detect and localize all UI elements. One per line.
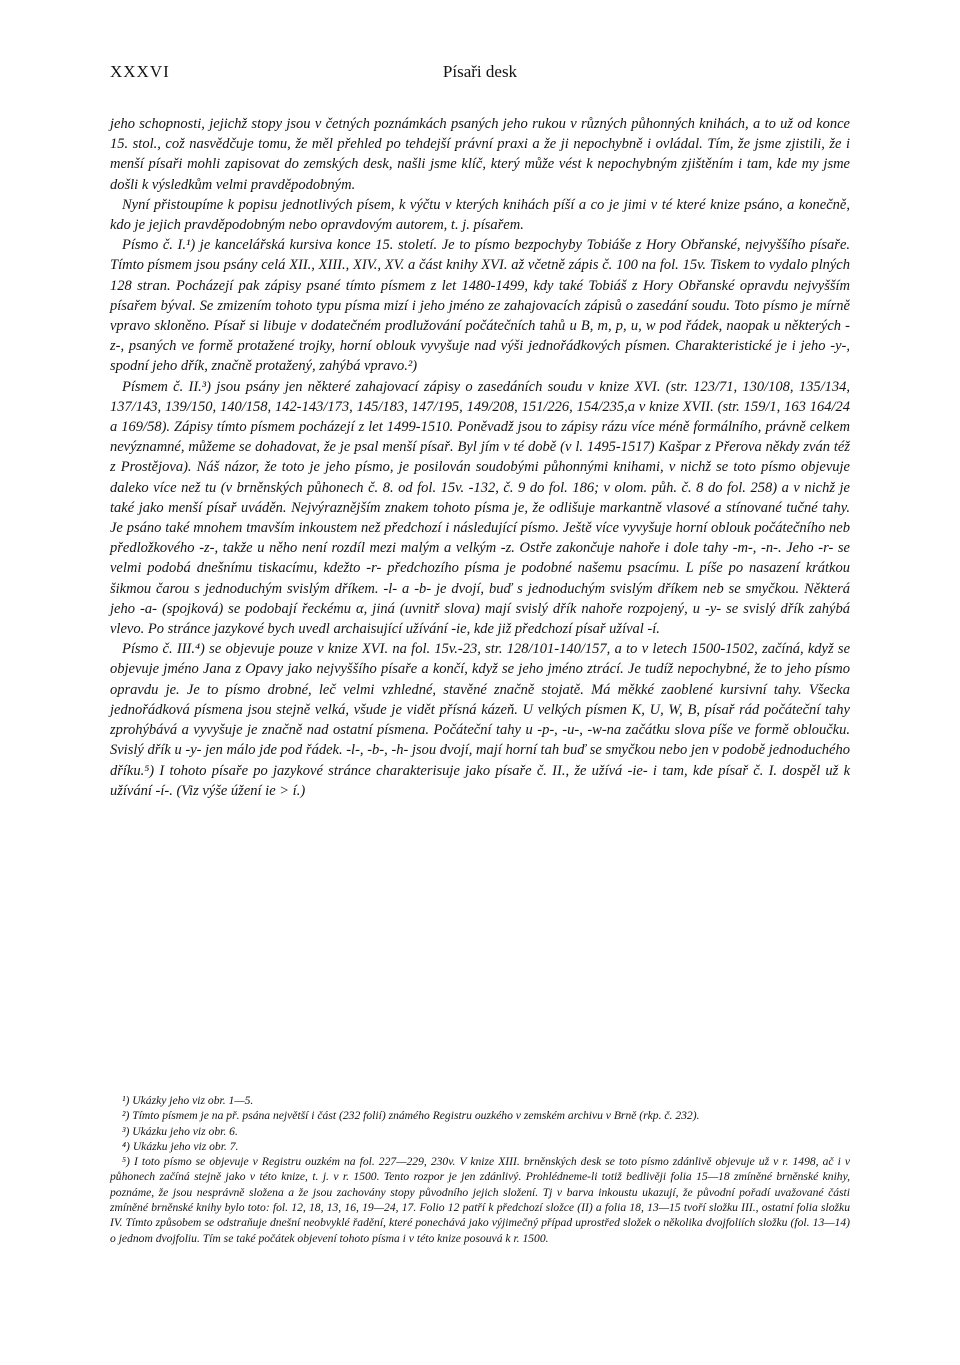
footnote bbox=[110, 1139, 850, 1154]
paragraph-continuation: jeho schopnosti, jejichž stopy jsou v četných poznámkách psaných jeho rukou v různých půhonných knihách, a to už od konce 15. stol., což nasvědčuje tomu, že měl přehled po tehdejší právní praxi a že ji nepochybně i ovládal. Tím, že jsme zjistili, že i menší písaři mohli zapisovat do zemských desk, našli jsme klíč, který může vést k nepochybným zjištěním i tam, kde my jsme došli k výsledkům velmi pravděpodobným. bbox=[110, 116, 850, 193]
footnote bbox=[110, 1108, 850, 1123]
footnote-mark: ¹) bbox=[122, 1094, 130, 1107]
footnote-mark: ⁴) bbox=[122, 1139, 130, 1153]
body-text bbox=[110, 114, 850, 801]
paragraph-script-1: Písmo č. I.¹) je kancelářská kursiva konce 15. století. Je to písmo bezpochyby Tobiáše z Hory Obřanské, nejvyššího písaře. Tímto písmem jsou psány celá XII., XIII., XIV., XV. a část knihy XVI. až včetně zápis č. 100 na fol. 15v. Tiskem to vydalo plných 128 stran. Pocházejí pak zápisy psané tímto písmem z let 1480-1499, kdy také Tobiáš z Hory Obřanské opravdu nejvyšším písařem býval. Se zmizením tohoto typu písma mizí i jeho jméno ze zahajovacích zápisů o zasedání soudu. Toto písmo je mírně vpravo skloněno. Písař si libuje v dodatečném prodlužování počátečních tahů u B, m, p, u, w pod řádek, naopak u některých -z-, psaných ve formě protažené trojky, horní oblouk vyvyšuje nad výši jednořádkových písmen. Charakteristické je i jeho -y-, spodní jeho dřík, značně protažený, zahýbá vpravo.²) bbox=[110, 237, 850, 375]
footnotes bbox=[110, 1093, 850, 1246]
page-header bbox=[110, 62, 850, 86]
footnote-text: Ukázku jeho viz obr. 7. bbox=[132, 1139, 239, 1153]
footnote-mark: ³) bbox=[122, 1124, 130, 1138]
footnote-mark: ⁵) bbox=[122, 1155, 130, 1169]
paragraph-intro: Nyní přistoupíme k popisu jednotlivých písem, k výčtu v kterých knihách píší a co je jimi v té které knize psáno, a konečně, kdo je jejich pravděpodobným nebo opravdovým autorem, t. j. písařem. bbox=[110, 196, 850, 234]
paragraph-script-3: Písmo č. III.⁴) se objevuje pouze v knize XVI. na fol. 15v.-23, str. 128/101-140/157, a to v letech 1500-1502, začíná, když se objevuje jméno Jana z Opavy jako nejvyššího písaře a končí, když se jeho jméno ztrácí. Je tudíž nepochybné, že to jeho písmo opravdu je. Je to písmo drobné, leč velmi vzhledné, stavěné značně stojatě. Má měkké zaoblené kursivní tahy. Všecka jednořádková písmena jsou stejně velká, všude je vidět přísná kázeň. U velkých písmen K, U, W, B, písař rád počáteční tahy zprohýbává a vyvyšuje je značně nad ostatní písmena. Počáteční tahy u -p-, -u-, -w-na začátku slova píše ve formě obloučku. Svislý dřík u -y- jen málo jde pod řádek. -l-, -b-, -h- jsou dvojí, mají horní tah buď se smyčkou nebo jen v podobě jednoduchého dříku.⁵) I tohoto písaře po jazykové stránce charakterisuje jako písaře č. II., že užívá -ie- i tam, kde písař č. I. dospěl už k užívání -í-. (Viz výše úžení ie > í.) bbox=[110, 641, 850, 799]
footnote-text: Tímto písmem je na př. psána největší i část (232 folií) známého Registru ouzkého v zemském archivu v Brně (rkp. č. 232). bbox=[132, 1109, 700, 1123]
footnote bbox=[110, 1093, 850, 1108]
footnote-mark: ²) bbox=[122, 1109, 130, 1123]
footnote-text: Ukázky jeho viz obr. 1—5. bbox=[132, 1094, 254, 1107]
footnote-text: Ukázku jeho viz obr. 6. bbox=[132, 1124, 238, 1138]
footnote-text: I toto písmo se objevuje v Registru ouzkém na fol. 227—229, 230v. V knize XIII. brněnských desk se toto písmo zdánlivě objevuje už v r. 1498, ač i v půhonech začíná stejně jako v této knize, t. j. v r. 1500. Tento rozpor je jen zdánlivý. Prohlédneme-li totiž bedlivěji folia 15—18 zmíněné brněnské knihy, poznáme, že jsou nesprávně složena a že jsou zachovány stopy původního jejich složení. Tj v barva inkoustu ukazují, že původní pořadí uvažované části zmíněné brněnské knihy bylo toto: fol. 12, 18, 13, 16, 19—24, 17. Folio 12 patří k předchozí složce (II) a folia 18, 13—15 tvoří složku III., ostatní folia složku IV. Tímto způsobem se odstraňuje dnešní neobvyklé řadění, které ponechává jako výjimečný případ uprostřed složek o několika dvojfoliích složku (fol. 13—14) o jednom dvojfoliu. Tím se také počátek objevení tohoto písma i v této knize posouvá k r. 1500. bbox=[110, 1155, 850, 1245]
footnote bbox=[110, 1124, 850, 1139]
running-title: Písaři desk bbox=[442, 62, 518, 81]
page-number: XXXVI bbox=[110, 62, 170, 81]
footnote bbox=[110, 1154, 850, 1246]
paragraph-script-2: Písmem č. II.³) jsou psány jen některé zahajovací zápisy o zasedáních soudu v knize XVI. (str. 123/71, 130/108, 135/134, 137/143, 139/150, 140/158, 142-143/173, 145/183, 147/195, 149/208, 151/226, 154/235,a v knize XVII. (str. 159/1, 163 164/24 a 169/58). Zápisy tímto písmem pocházejí z let 1499-1510. Poněvadž jsou to zápisy rázu více méně formálního, právně celkem nevýznamné, můžeme se dohadovat, že je psal menší písař. Byl jím v té době (v l. 1495-1517) Kašpar z Přerova někdy zván též z Prostějova). Náš názor, že toto je jeho písmo, je posilován soudobými půhonnými knihami, v nichž se toto písmo objevuje daleko více než tu (v brněnských půhonech č. 8. od fol. 15v. -132, č. 9 do fol. 186; v olom. půh. č. 8 do fol. 258) a v nichž je také jako menší písař uváděn. Nejvýraznějším znakem tohoto písma je, že odlišuje markantně vlasové a stínované tučné tahy. Je psáno také mnohem tmavším inkoustem než předchozí i následující písmo. Ještě více vyvyšuje horní oblouk počátečního neb předložkového -z-, takže u něho není rozdíl mezi malým a velkým -z. Ostře zakončuje nahoře i dole tahy -m-, -n-. Jeho -r- se velmi podobá dnešnímu tiskacímu, kdežto -r- předchozího písma je podobné našemu psacímu. L píše po nasazení krátkou šikmou čarou s jednoduchým svislým dříkem. -l- a -b- je dvojí, buď s jednoduchým svislým dříkem neb se smyčkou. Některá jeho -a- (spojková) se podobají řeckému α, jiná (uvnitř slova) mají svislý dřík nahoře rozpojený, u -y- se svislý dřík zahýbá vlevo. Po stránce jazykové bych uvedl archaisující užívání -ie, kde již předchozí písař užíval -í. bbox=[110, 378, 850, 638]
